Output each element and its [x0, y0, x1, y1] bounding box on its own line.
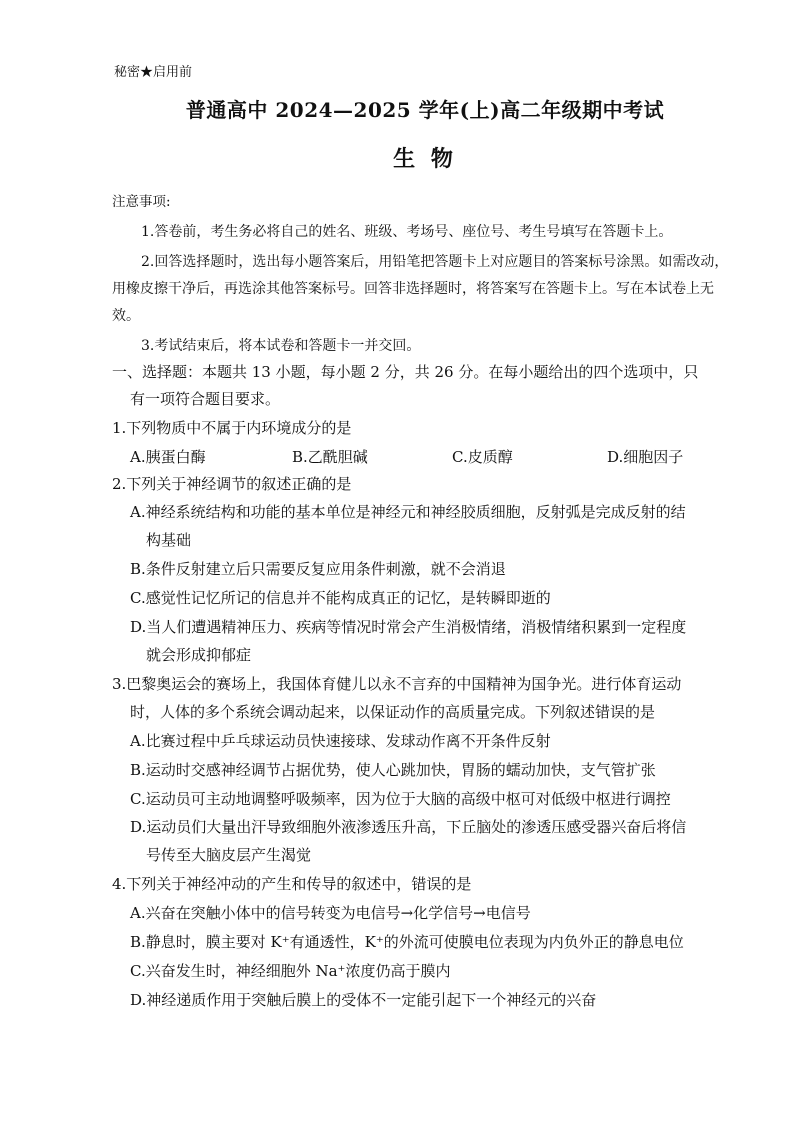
question-4-option-b: B.静息时，膜主要对 K⁺有通透性，K⁺的外流可使膜电位表现为内负外正的静息电位	[130, 933, 684, 951]
question-4-option-c: C.兴奋发生时，神经细胞外 Na⁺浓度仍高于膜内	[130, 962, 451, 980]
section-1-heading: 一、选择题：本题共 13 小题，每小题 2 分，共 26 分。在每小题给出的四个选项中，只	[112, 363, 699, 381]
question-2-option-a-cont: 构基础	[146, 531, 192, 549]
question-3-option-c: C.运动员可主动地调整呼吸频率，因为位于大脑的高级中枢可对低级中枢进行调控	[130, 790, 671, 808]
question-1-options	[130, 446, 730, 468]
question-3-option-d: D.运动员们大量出汗导致细胞外液渗透压升高，下丘脑处的渗透压感受器兴奋后将信	[130, 818, 687, 836]
question-2-option-c: C.感觉性记忆所记的信息并不能构成真正的记忆，是转瞬即逝的	[130, 589, 551, 607]
question-4-option-a: A.兴奋在突触小体中的信号转变为电信号→化学信号→电信号	[130, 904, 531, 922]
notice-item-2-line-2: 用橡皮擦干净后，再选涂其他答案标号。回答非选择题时，将答案写在答题卡上。写在本试卷上无	[112, 281, 714, 297]
notice-item-1: 1.答卷前，考生务必将自己的姓名、班级、考场号、座位号、考生号填写在答题卡上。	[141, 224, 673, 240]
question-3-stem-cont: 时，人体的多个系统会调动起来，以保证动作的高质量完成。下列叙述错误的是	[130, 703, 656, 721]
question-1-option-c: C.皮质醇	[452, 448, 513, 466]
question-1-stem: 1.下列物质中不属于内环境成分的是	[112, 419, 352, 437]
question-2-option-d: D.当人们遭遇精神压力、疾病等情况时常会产生消极情绪，消极情绪积累到一定程度	[130, 618, 687, 636]
question-3-option-d-cont: 号传至大脑皮层产生渴觉	[146, 846, 312, 864]
subject-title: 生 物	[393, 146, 457, 172]
question-4-option-d: D.神经递质作用于突触后膜上的受体不一定能引起下一个神经元的兴奋	[130, 991, 597, 1009]
question-3-option-b: B.运动时交感神经调节占据优势，使人心跳加快，胃肠的蠕动加快，支气管扩张	[130, 761, 656, 779]
question-1-option-d: D.细胞因子	[607, 448, 684, 466]
exam-title: 普通高中 2024—2025 学年(上)高二年级期中考试	[185, 98, 665, 122]
question-3-option-a: A.比赛过程中乒乓球运动员快速接球、发球动作离不开条件反射	[130, 732, 551, 750]
question-2-option-b: B.条件反射建立后只需要反复应用条件刺激，就不会消退	[130, 560, 506, 578]
notice-item-3: 3.考试结束后，将本试卷和答题卡一并交回。	[141, 338, 421, 354]
section-1-heading-cont: 有一项符合题目要求。	[130, 390, 281, 408]
question-1-option-a: A.胰蛋白酶	[130, 448, 206, 466]
question-3-stem: 3.巴黎奥运会的赛场上，我国体育健儿以永不言弃的中国精神为国争光。进行体育运动	[112, 675, 682, 693]
question-2-option-a: A.神经系统结构和功能的基本单位是神经元和神经胶质细胞，反射弧是完成反射的结	[130, 503, 686, 521]
question-1-option-b: B.乙酰胆碱	[292, 448, 368, 466]
question-2-stem: 2.下列关于神经调节的叙述正确的是	[112, 475, 352, 493]
question-2-option-d-cont: 就会形成抑郁症	[146, 646, 252, 664]
notice-item-2-line-1: 2.回答选择题时，选出每小题答案后，用铅笔把答题卡上对应题目的答案标号涂黑。如需改动，	[141, 254, 729, 270]
question-4-stem: 4.下列关于神经冲动的产生和传导的叙述中，错误的是	[112, 875, 472, 893]
notice-heading: 注意事项:	[112, 194, 171, 210]
notice-item-2-line-3: 效。	[112, 308, 140, 324]
confidential-label: 秘密★启用前	[114, 65, 193, 80]
